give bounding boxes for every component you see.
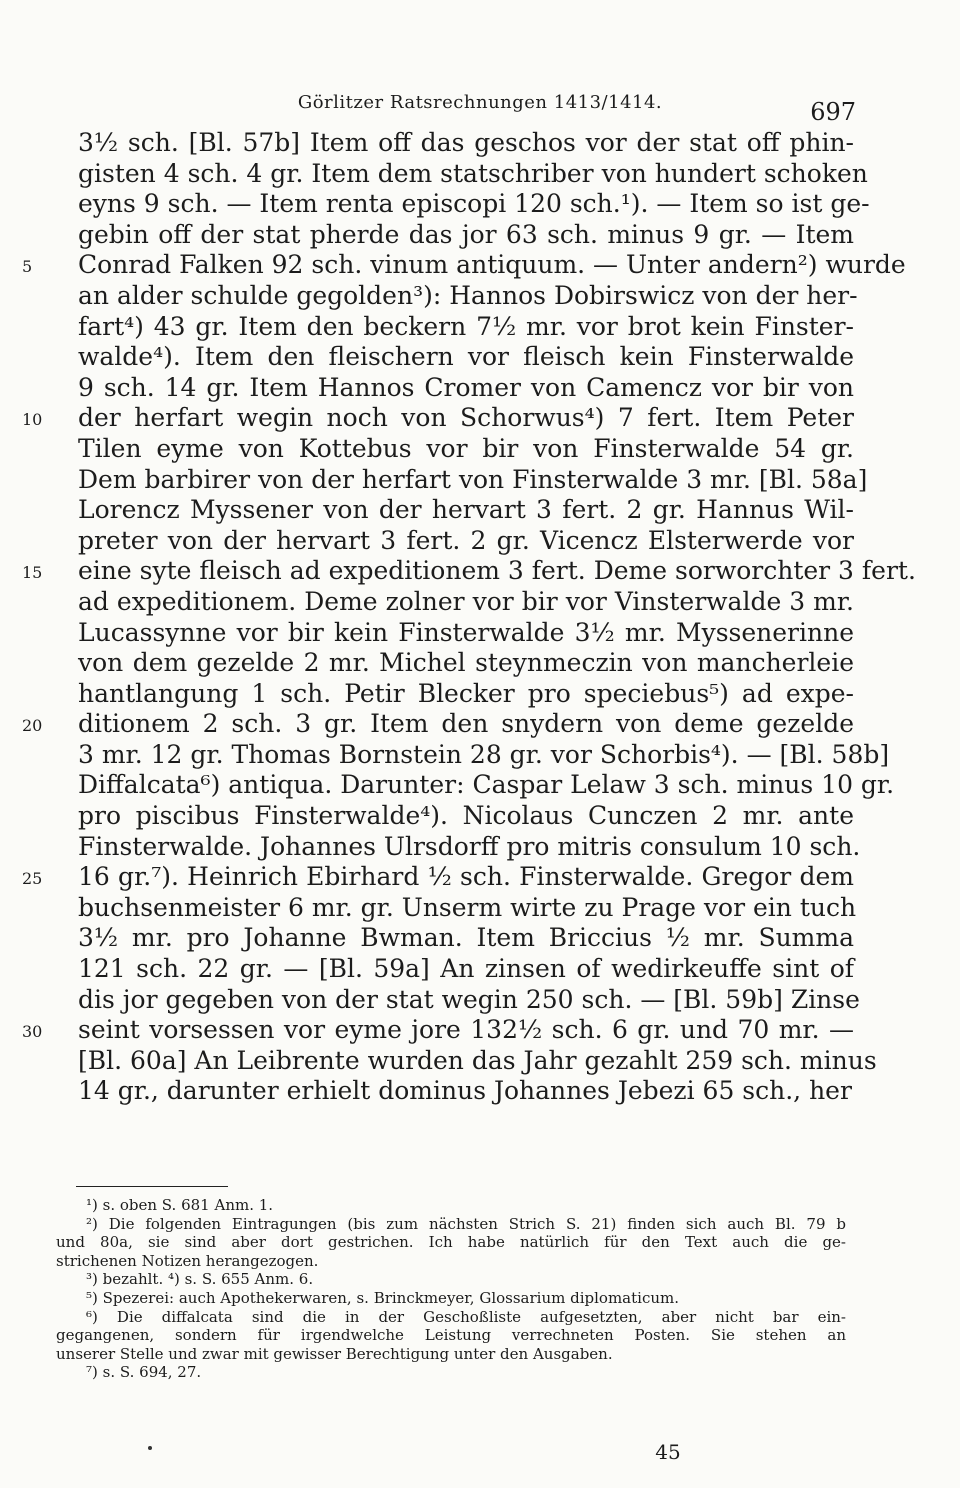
line-text: Lorencz Myssener von der hervart 3 fert. 2 gr. Hannus Wil- bbox=[78, 495, 854, 525]
text-line bbox=[78, 892, 857, 924]
footnote-line: strichenen Notizen herangezogen. bbox=[56, 1251, 319, 1270]
footnote-line: unserer Stelle und zwar mit gewisser Berechtigung unter den Ausgaben. bbox=[56, 1344, 613, 1363]
text-line bbox=[78, 280, 858, 312]
text-line bbox=[22, 403, 854, 434]
line-text: Conrad Falken 92 sch. vinum antiquum. — Unter andern²) wurde bbox=[78, 250, 906, 280]
line-text: 3½ sch. [Bl. 57b] Item off das geschos vor der stat off phin- bbox=[78, 128, 854, 157]
footnote-rule bbox=[76, 1186, 228, 1187]
line-text: von dem gezelde 2 mr. Michel steynmeczin von mancherleie bbox=[78, 648, 854, 678]
line-text: Tilen eyme von Kottebus vor bir von Finsterwalde 54 gr. bbox=[78, 433, 854, 463]
text-line bbox=[78, 1076, 854, 1107]
text-line bbox=[78, 618, 854, 649]
line-text: 14 gr., darunter erhielt dominus Johannes Jebezi 65 sch., her bbox=[78, 1076, 852, 1106]
text-line bbox=[78, 648, 854, 679]
text-line bbox=[78, 770, 895, 801]
page-number: 697 bbox=[810, 98, 856, 126]
footnote-line: und 80a, sie sind aber dort gestrichen. Ich habe natürlich für den Text auch die ge- bbox=[56, 1233, 846, 1252]
text-line bbox=[78, 158, 868, 190]
line-text: eyns 9 sch. — Item renta episcopi 120 sch.¹). — Item so ist ge- bbox=[78, 189, 870, 219]
line-text: eine syte fleisch ad expeditionem 3 fert. Deme sorworchter 3 fert. bbox=[78, 556, 916, 586]
line-text: hantlangung 1 sch. Petir Blecker pro speciebus⁵) ad expe- bbox=[78, 678, 854, 708]
text-line bbox=[78, 801, 854, 832]
line-number: 15 bbox=[22, 563, 43, 583]
line-text: buchsenmeister 6 mr. gr. Unserm wirte zu Prage vor ein tuch bbox=[78, 892, 857, 922]
line-text: Dem barbirer von der herfart von Finsterwalde 3 mr. [Bl. 58a] bbox=[78, 464, 868, 494]
text-line bbox=[78, 312, 854, 343]
line-text: 121 sch. 22 gr. — [Bl. 59a] An zinsen of wedirkeuffe sint of bbox=[78, 954, 854, 984]
line-text: gisten 4 sch. 4 gr. Item dem statschriber von hundert schoken bbox=[78, 158, 868, 188]
running-title: Görlitzer Ratsrechnungen 1413/1414. bbox=[297, 92, 663, 113]
footnote-line: ³) bezahlt. ⁴) s. S. 655 Anm. 6. bbox=[86, 1270, 314, 1289]
text-line bbox=[78, 739, 890, 771]
text-line bbox=[78, 984, 860, 1016]
line-text: ad expeditionem. Deme zolner vor bir vor Vinsterwalde 3 mr. bbox=[78, 586, 854, 616]
line-text: ditionem 2 sch. 3 gr. Item den snydern von deme gezelde bbox=[78, 709, 854, 739]
text-line bbox=[78, 189, 870, 220]
signature-block bbox=[0, 1440, 960, 1464]
line-text: der herfart wegin noch von Schorwus⁴) 7 fert. Item Peter bbox=[78, 403, 854, 433]
text-line bbox=[78, 1045, 877, 1077]
line-text: Diffalcata⁶) antiqua. Darunter: Caspar Lelaw 3 sch. minus 10 gr. bbox=[78, 770, 895, 800]
text-line bbox=[22, 1015, 854, 1046]
text-line bbox=[78, 495, 854, 526]
text-line bbox=[78, 373, 854, 404]
footnote-line: ⁵) Spezerei: auch Apothekerwaren, s. Brinckmeyer, Glossarium diplomaticum. bbox=[86, 1288, 679, 1307]
footnotes bbox=[56, 1196, 846, 1382]
line-number: 20 bbox=[22, 716, 43, 736]
line-number: 5 bbox=[22, 257, 33, 277]
line-number: 30 bbox=[22, 1022, 43, 1042]
text-line bbox=[78, 220, 854, 251]
line-text: pro piscibus Finsterwalde⁴). Nicolaus Cunczen 2 mr. ante bbox=[78, 801, 854, 831]
footnote-line: ⁷) s. S. 694, 27. bbox=[86, 1363, 202, 1382]
line-text: [Bl. 60a] An Leibrente wurden das Jahr gezahlt 259 sch. minus bbox=[78, 1045, 877, 1075]
text-line bbox=[78, 342, 854, 373]
footnote-line: ¹) s. oben S. 681 Anm. 1. bbox=[86, 1196, 274, 1214]
footnote-line: ⁶) Die diffalcata sind die in der Geschoßliste aufgesetzten, aber nicht bar ein- bbox=[86, 1307, 846, 1326]
line-text: dis jor gegeben von der stat wegin 250 sch. — [Bl. 59b] Zinse bbox=[78, 984, 860, 1014]
body-text bbox=[22, 128, 916, 1107]
text-line bbox=[78, 526, 854, 557]
text-line bbox=[78, 464, 868, 496]
line-text: Lucassynne vor bir kein Finsterwalde 3½ mr. Myssenerinne bbox=[78, 617, 854, 647]
text-line bbox=[22, 709, 854, 740]
line-text: seint vorsessen vor eyme jore 132½ sch. 6 gr. und 70 mr. — bbox=[78, 1015, 854, 1045]
line-number: 25 bbox=[22, 869, 43, 889]
signature-mark: 45 bbox=[655, 1440, 681, 1464]
text-line bbox=[22, 250, 906, 281]
line-number: 10 bbox=[22, 410, 43, 430]
line-text: Finsterwalde. Johannes Ulrsdorff pro mitris consulum 10 sch. bbox=[78, 831, 861, 861]
line-text: walde⁴). Item den fleischern vor fleisch kein Finsterwalde bbox=[78, 342, 854, 372]
text-line bbox=[78, 679, 854, 710]
text-line bbox=[78, 831, 861, 863]
footnote-line: gegangenen, sondern für irgendwelche Leistung verrechneten Posten. Sie stehen an bbox=[56, 1326, 846, 1345]
text-line bbox=[22, 556, 916, 587]
line-text: preter von der hervart 3 fert. 2 gr. Vicencz Elsterwerde vor bbox=[78, 525, 854, 555]
line-text: gebin off der stat pherde das jor 63 sch. minus 9 gr. — Item bbox=[78, 219, 854, 249]
text-line bbox=[22, 862, 854, 893]
text-line bbox=[78, 128, 854, 159]
line-text: 16 gr.⁷). Heinrich Ebirhard ½ sch. Finsterwalde. Gregor dem bbox=[78, 862, 854, 892]
text-line bbox=[78, 954, 854, 985]
footnote-line: ²) Die folgenden Eintragungen (bis zum nächsten Strich S. 21) finden sich auch Bl. 79 b bbox=[86, 1214, 846, 1233]
line-text: 3½ mr. pro Johanne Bwman. Item Briccius ½ mr. Summa bbox=[78, 923, 854, 953]
text-line bbox=[78, 923, 854, 954]
text-line bbox=[78, 587, 854, 618]
line-text: an alder schulde gegolden³): Hannos Dobirswicz von der her- bbox=[78, 280, 858, 310]
line-text: 3 mr. 12 gr. Thomas Bornstein 28 gr. vor Schorbis⁴). — [Bl. 58b] bbox=[78, 739, 890, 769]
line-text: fart⁴) 43 gr. Item den beckern 7½ mr. vor brot kein Finster- bbox=[78, 311, 854, 341]
text-line bbox=[78, 434, 854, 465]
line-text: 9 sch. 14 gr. Item Hannos Cromer von Camencz vor bir von bbox=[78, 372, 854, 402]
